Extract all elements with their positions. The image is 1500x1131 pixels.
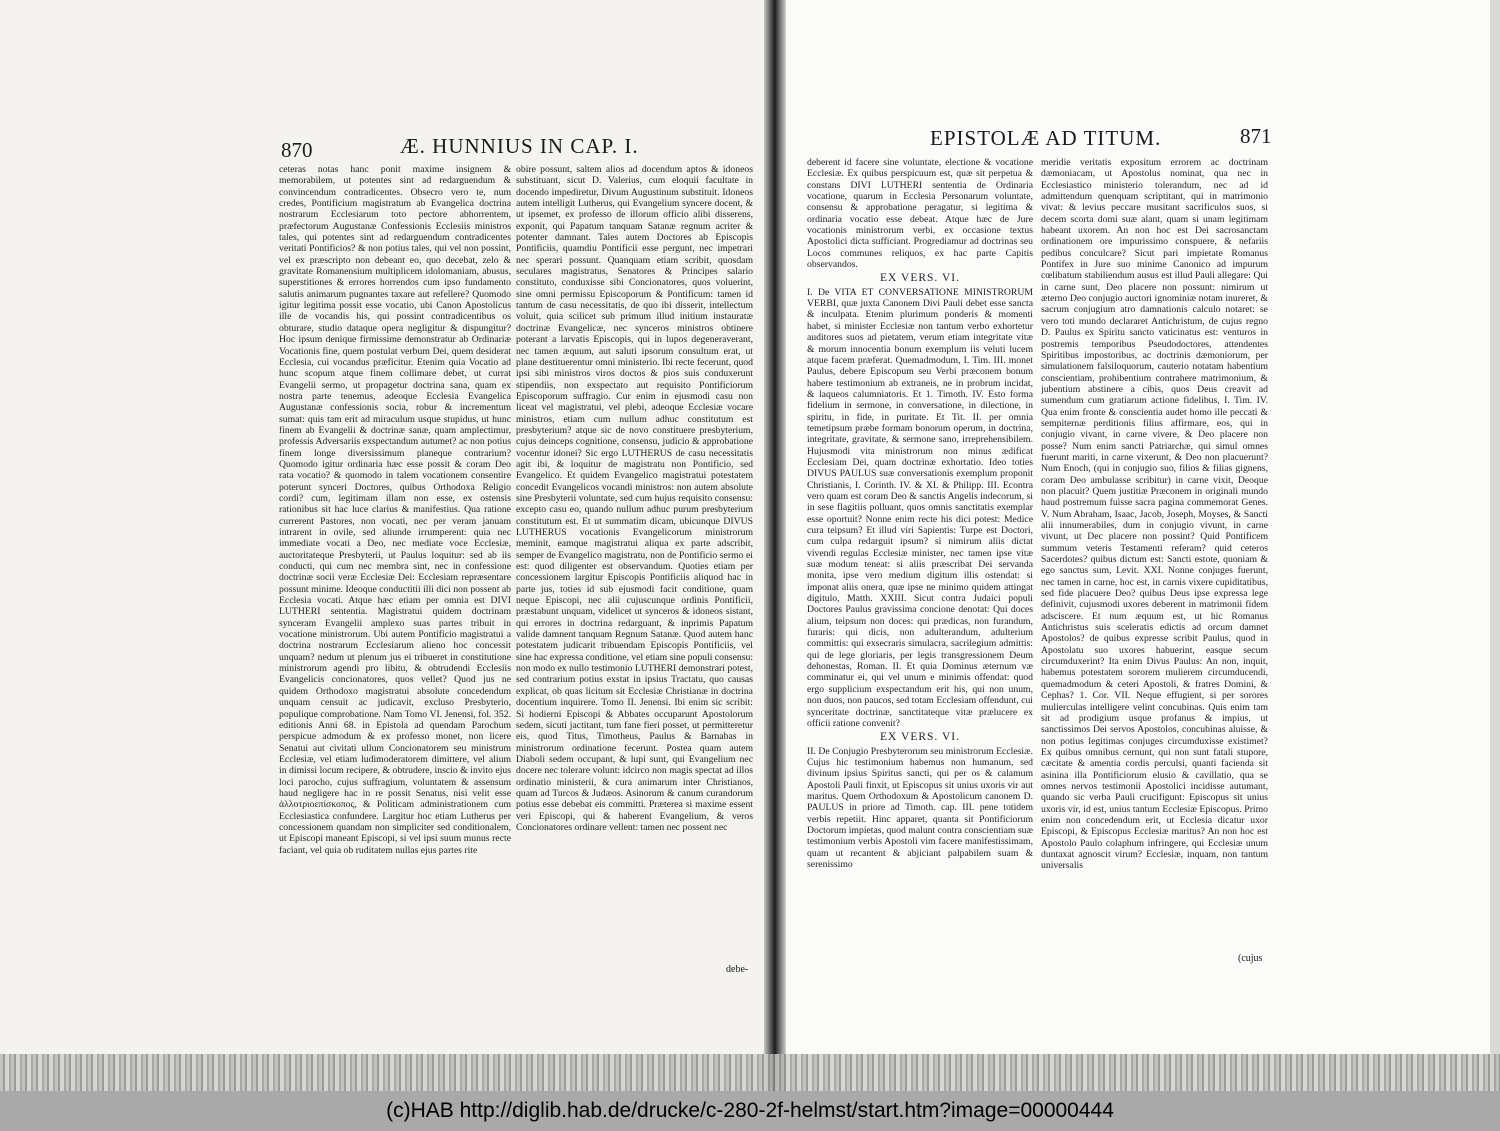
book-gutter <box>764 0 786 1091</box>
copyright-link-text[interactable]: (c)HAB http://diglib.hab.de/drucke/c-280-2f-helmst/start.htm?image=00000444 <box>386 1099 1114 1122</box>
right-running-head: EPISTOLÆ AD TITUM. <box>930 126 1162 150</box>
left-column-1-text: ceteras notas hanc ponit maxime insignem & memorabilem, ut potentes sint ad redarguendum & convincendum contradicentes. Obsecro vero te, num credes, Pontificium magistratum ab Evangelica doctrina nostrarum Ecclesiarum toto pectore abhorrentem, præfectorum Augustanæ Confessionis Ecclesiis ministros tales, qui potentes sint ad redarguendum contradicentes veritati Pontificios? & non potius tales, qui vel non possint, vel ex præscripto non debeant eo, quo decebat, zelo & gravitate Romanensium multiplicem idolomaniam, abusus, superstitiones & errores horrendos cum ipso fundamento salutis animarum pugnantes taxare aut refellere? Quomodo igitur legitima possit esse vocatio, ubi Canon Apostolicus ille de vocandis his, qui possint contradicentibus os obturare, studio dataque opera negligitur & dispungitur? Hoc ipsum denique firmissime demonstratur ab Ordinariæ Vocationis fine, quem postulat verbum Dei, quem desiderat Ecclesia, cui vocandus præficitur. Etenim quia Vocatio ad hunc scopum atque finem collimare debet, ut currat Evangelii sermo, ut propagetur doctrina sana, quam ex nostra parte tenemus, adeoque Ecclesia Evangelica Augustanæ confessionis socia, robur & incrementum sumat: quis tam erit ad miraculum usque stupidus, ut hunc finem ab Evangelii & doctrinæ sanæ, quam amplectimur, professis Adversariis exspectandum autumet? ac non potius finem longe diversissimum planeque contrarium? Quomodo igitur ordinaria hæc esse possit & coram Deo rata vocatio? & quomodo in talem vocationem consentire poterunt synceri Doctores, quibus Orthodoxa Religio cordi? cum, legitimam illam non esse, ex ostensis rationibus sit hac luce clarius & manifestius. Qua ratione currerent Pastores, non vocati, nec per veram januam intrarent in ovile, sed aliunde irrumperent: quia nec immediate vocati a Deo, nec mediate voce Ecclesiæ, auctoritateque Presbyterii, ut Paulus loquitur: sed ab iis conducti, qui cum nec membra sint, nec in confessione doctrinæ socii veræ Ecclesiæ Dei: Ecclesiam repræsentare possunt minime. Ideoque conductitii illi dici non possent ab Ecclesia vocati. Atque hæc etiam per omnia est DIVI LUTHERI sententia. Magistratui quidem doctrinam synceram Evangelii amplexo suas partes tribuit in vocatione ministrorum. Ubi autem Pontificio magistratui a doctrina nostrarum Ecclesiarum alieno hoc concessit unquam? nedum ut plenum jus ei tribueret in constitutione ministrorum agendi pro libitu, & obtrudendi Ecclesiis Evangelicis concionatores, quos vellet? Quod jus ne quidem Orthodoxo magistratui absolute concedendum unquam censuit ac judicavit, excluso Presbyterio, populique comprobatione. Nam Tomo VI. Jenensi, fol. 352. editionis Anni 68. in Epistola ad quendam Parochum perspicue admodum & ex professo monet, non licere Senatui aut civitati ullum Concionatorem seu ministrum Ecclesiæ, vel etiam ludimoderatorem dimittere, vel alium in dimissi locum recipere, & obtrudere, inscio & invito ejus loci parocho, cujus suffragium, voluntatem & assensum haud negligere hac in re possit Senatus, nisi velit esse ἀλλοτριοεπίσκοπος, & Politicam administrationem cum Ecclesiastica confundere. Largitur hoc etiam Lutherus per concessionem quandam non simpliciter sed conditionalem, ut Episcopi maneant Episcopi, si vel ipsi suum munus recte faciant, vel quia ob ruditatem nullas ejus partes rite <box>279 164 511 856</box>
page-edge <box>1490 0 1500 1091</box>
copyright-footer <box>0 1091 1500 1131</box>
right-column-1 <box>807 157 1033 963</box>
left-catchword: debe- <box>726 964 749 975</box>
left-column-1 <box>279 164 511 982</box>
right-column-1-text-c: II. De Conjugio Presbyterorum seu ministrorum Ecclesiæ. Cujus hic testimonium habemus non humanum, sed divinum ipsius Spiritus sancti, qui per os & calamum Apostoli Pauli finxit, ut Episcopus sit unius uxoris vir aut maritus. Quem Orthodoxum & Apostolicum canonem D. PAULUS in priore ad Timoth. cap. III. pene totidem verbis repetiit. Hinc apparet, quanta sit Pontificiorum Doctorum impietas, quod malunt contra conscientiam suæ testimonium verbis Apostoli vim facere manifestissimam, quam ut recantent & abjiciant palpabilem suam & serenissimo <box>807 745 1033 870</box>
scan-bottom-edge <box>0 1054 1500 1091</box>
right-column-1-text-a: deberent id facere sine voluntate, electione & vocatione Ecclesiæ. Ex quibus perspicuum est, quæ sit perpetua & constans DIVI LUTHERI sententia de Ordinaria vocatione, quarum in Ecclesia Personarum voluntate, consensu & approbatione peragatur, si legitima & ordinaria vocatio esse debeat. Atque hæc de Jure vocationis ministrorum verbi, ex occasione textus Apostolici dicta sufficiant. Progrediamur ad doctrinas seu Locos communes reliquos, ex hac parte Capitis observandos. <box>807 157 1033 271</box>
left-column-2 <box>516 164 753 964</box>
left-page-number: 870 <box>281 138 313 162</box>
left-column-2-text: obire possunt, saltem alios ad docendum aptos & idoneos substituant, sicut D. Valerius, cum eloquii facultate in docendo impediretur, Divum Augustinum substituit. Idoneos autem intelligit Lutherus, qui Evangelium syncere docent, & ut ipsemet, ex professo de illorum officio alibi disserens, exponit, qui Papatum tanquam Satanæ regnum acriter & potenter damnant. Tales autem Doctores ab Episcopis Pontificiis, quamdiu Pontificii esse pergunt, nec impetrari nec sperari possunt. Quanquam etiam scribit, quosdam seculares magistratus, Senatores & Principes salario constituto, conduxisse sibi Concionatores, quos voluerint, sine omni permissu Episcoporum & Pontificum: tamen id tantum de casu necessitatis, de quo ibi disserit, intellectum voluit, quia scilicet sub primum illud initium instauratæ doctrinæ Evangelicæ, nec synceros ministros obtinere poterant a larvatis Episcopis, qui in lupos degeneraverant, nec tamen æquum, aut saluti ipsorum consultum erat, ut plane destituerentur omni ministerio. Ibi recte fecerunt, quod ipsi sibi ministros viros doctos & pios suis conduxerunt stipendiis, non exspectato aut requisito Pontificiorum Episcoporum suffragio. Cur enim in ejusmodi casu non liceat vel magistratui, vel plebi, adeoque Ecclesiæ vocare ministros, etiam cum nullum adhuc constitutum est presbyterium? atque sic de novo constituere presbyterium, cujus deinceps cognitione, consensu, judicio & approbatione vocentur idonei? Sic ergo LUTHERUS de casu necessitatis agit ibi, & loquitur de magistratu non Pontificio, sed Evangelico. Et quidem Evangelico magistratui potestatem concedit Evangelicos vocandi ministros: non autem absolute sine Presbyterii voluntate, sed cum hujus requisito consensu: excepto casu eo, quando nullum adhuc purum presbyterium constitutum est. Et ut summatim dicam, ubicunque DIVUS LUTHERUS vocationis Evangelicorum ministrorum meminit, eamque magistratui aliqua ex parte adscribit, semper de Evangelico magistratu, non de Pontificio sermo ei est: quod diligenter est observandum. Quoties etiam per concessionem largitur Episcopis Pontificiis aliquod hac in parte jus, toties id sub ejusmodi facit conditione, quam neque Episcopi, nec alii cujuscunque ordinis Pontificii, præstabunt unquam, videlicet ut synceros & idoneos sistant, qui errores in doctrina redarguant, & inprimis Papatum valide damnent tanquam Regnum Satanæ. Quod autem hanc potestatem judicarit tribuendam Episcopis Pontificiis, vel sine hac expressa conditione, vel etiam sine populi consensu: non modo ex nullo testimonio LUTHERI demonstrari potest, sed contrarium potius exstat in ipsius Tractatu, quo causas explicat, ob quas licitum sit Ecclesiæ Christianæ in doctrina docentium inquirere. Tomo II. Jenensi. Ibi enim sic scribit: Si hodierni Episcopi & Abbates occuparunt Apostolorum sedem, sicuti jactitant, tum fane fieri posset, ut permitteretur eis, quod Titus, Timotheus, Paulus & Barnabas in ministrorum ordinatione fecerunt. Postea quam autem Diaboli sedem occupant, & lupi sunt, qui Evangelium nec docere nec tolerare volunt: idcirco non magis spectat ad illos ordinatio ministerii, & cura animarum inter Christianos, quam ad Turcos & Judæos. Asinorum & canum curandorum potius esse debebat eis committi. Præterea si maxime essent veri Episcopi, qui & haberent Evangelium, & veros Concionatores ordinare vellent: tamen nec possent nec <box>516 164 753 833</box>
right-column-2 <box>1041 157 1268 963</box>
left-running-head: Æ. HUNNIUS IN CAP. I. <box>400 134 639 158</box>
section-heading-2: EX VERS. VI. <box>880 731 960 744</box>
right-catchword: (cujus <box>1238 953 1263 964</box>
right-page-number: 871 <box>1240 124 1272 148</box>
right-column-1-text-b: I. De VITA ET CONVERSATIONE MINISTRORUM VERBI, quæ juxta Canonem Divi Pauli debet esse sancta & inculpata. Etenim plurimum ponderis & momenti habet, si minister Ecclesiæ non tantum verbo exhortetur auditores suos ad pietatem, verum etiam integritate vitæ & morum innocentia bonum exemplum iis veluti lucem atque facem præferat. Quemadmodum, I. Tim. III. monet Paulus, debere Episcopum seu Verbi præconem bonum habere testimonium ab extraneis, ne in probrum incidat, & laqueos calumniatoris. Et 1. Timoth. IV. Esto forma fidelium in sermone, in conversatione, in dilectione, in spiritu, in fide, in puritate. Et Tit. II. per omnia temetipsum præbe formam bonorum operum, in doctrina, integritate, gravitate, & sermone sano, irreprehensibilem. Hujusmodi vita ministrorum non minus ædificat Ecclesiam Dei, quam doctrinæ exhortatio. Ideo toties DIVUS PAULUS suæ conversationis exemplum proponit Christianis, I. Corinth. IV. & XI. & Philipp. III. Econtra vero quam est coram Deo & sanctis Angelis indecorum, si in sese flagitiis polluant, quos omnis sanctitatis exemplar esse oportuit? Nonne enim recte his dici potest: Medice cura teipsum? Et illud viri Sapientis: Turpe est Doctori, cum culpa redarguit ipsum? si nimirum aliis dictat vivendi regulas Ecclesiæ minister, nec tamen ipse vitæ suæ modum teneat: si aliis præscribat Dei servanda monita, ipse vero medium digitum illis ostendat: si imponat aliis onera, quæ ipse ne minimo quidem attingat digitulo, Matth. XXIII. Sicut contra Judaici populi Doctores Paulus gravissima concione denotat: Qui doces alium, teipsum non doces: qui prædicas, non furandum, furaris: qui dicis, non adulterandum, adulterium committis: qui exsecraris simulacra, sacrilegium admittis: qui de lege gloriaris, per legis transgressionem Deum dehonestas, Roman. II. Et quia Dominus æternum væ comminatur ei, qui vel unum e minimis offendat: quod ergo supplicium exspectandum erit his, qui non unum, non duos, non paucos, sed totam Ecclesiam offendunt, cui synceritate doctrinæ, sanctitateque vitæ prælucere ex officii ratione convenit? <box>807 286 1033 729</box>
section-heading-1: EX VERS. VI. <box>880 272 960 285</box>
right-column-2-text: meridie veritatis expositum errorem ac doctrinam dæmoniacam, ut Apostolus nominat, qua nec in Ecclesiastico ministerio tolerandum, nec ad id admittendum quenquam scriptitant, qui in matrimonio vivat: & levius peccare musitant sacrificulos suos, si decem scorta domi suæ alant, quam si unam legitimam habeant uxorem. An non hoc est Dei sacrosanctam ordinationem ore impurissimo conspuere, & nefariis pedibus conculcare? Sicut pari impietate Romanus Pontifex in Jure suo minime Canonico ad impurum cœlibatum stabiliendum ausus est illud Pauli allegare: Qui in carne sunt, Deo placere non possunt: nimirum ut æterno Deo conjugio auctori ignominiæ notam inureret, & sacrum conjugium atro damnationis calculo notaret: se vero toti mundo declararet Antichristum, de cujus regno D. Paulus ex Spiritu sancto vaticinatus est: venturos in postremis temporibus Pseudodoctores, attendentes Spiritibus impostoribus, ac doctrinis dæmoniorum, per simulationem falsiloquorum, cauterio notatam habentium conscientiam, prohibentium contrahere matrimonium, & jubentium abstinere a cibis, quos Deus creavit ad sumendum cum gratiarum actione fidelibus, I. Tim. IV. Qua enim fronte & conscientia audet homo ille peccati & sempiternæ perditionis filius affirmare, eos, qui in conjugio vivant, in carne vivere, & Deo placere non posse? Num enim sancti Patriarchæ, qui simul omnes fuerunt mariti, in carne vixerunt, & Deo non placuerunt? Num Enoch, (qui in conjugio suo, filios & filias gignens, coram Deo ambulasse scribitur) in carne vixit, Deoque non placuit? Quem justitiæ Præconem in originali mundo haud postremum fuisse sacra pagina commemorat Genes. V. Num Abraham, Isaac, Jacob, Joseph, Moyses, & Sancti alii innumerabiles, dum in conjugio vivunt, in carne vivunt, ut Dec placere non possint? Quid Pontificem summum veteris Testamenti referam? quid ceteros Sacerdotes? quibus dictum est: Sancti estote, quoniam & ego sanctus sum, Levit. XXI. Nonne conjuges fuerunt, nec tamen in carne, hoc est, in carnis vixere cupiditatibus, sed fide placuere Deo? quibus Deus ipse expressa lege definivit, cujusmodi uxores deberent in matrimonii fidem adsciscere. Et num æquum est, ut hic Romanus Antichristus suis sceleratis edictis ad orcum damnet Apostolos? de quibus expresse scribit Paulus, quod in Apostolatu suo uxores habuerint, easque secum circumduxerint? Ita enim Divus Paulus: An non, inquit, habemus potestatem sororem mulierem circumducendi, quemadmodum & ceteri Apostoli, & fratres Domini, & Cephas? 1. Cor. VII. Neque effugient, si per sorores mulierculas intelligere velint concubinas. Quis enim tam sit ad prodigium usque profanus & impius, ut sanctissimos Dei servos Apostolos, concubinas aluisse, & non potius legitimas conjuges circumduxisse existimet? Ex quibus omnibus cernunt, qui non sunt fatali stupore, cæcitate & amentia cordis perculsi, quanti facienda sit asinina illa Pontificiorum elusio & cavillatio, qua se omnes nervos testimonii Apostolici incidisse autumant, quando sic verba Pauli crucifigunt: Episcopus sit unius uxoris vir, id est, unius tantum Ecclesiæ Episcopus. Primo enim non concedendum erit, ut Ecclesia dicatur uxor Episcopi, & Episcopus Ecclesiæ maritus? An non hoc est Apostolo Paulo colaphum infringere, qui Ecclesiæ unum duntaxat agnoscit virum? Ecclesiæ, inquam, non tantum universalis <box>1041 157 1268 872</box>
